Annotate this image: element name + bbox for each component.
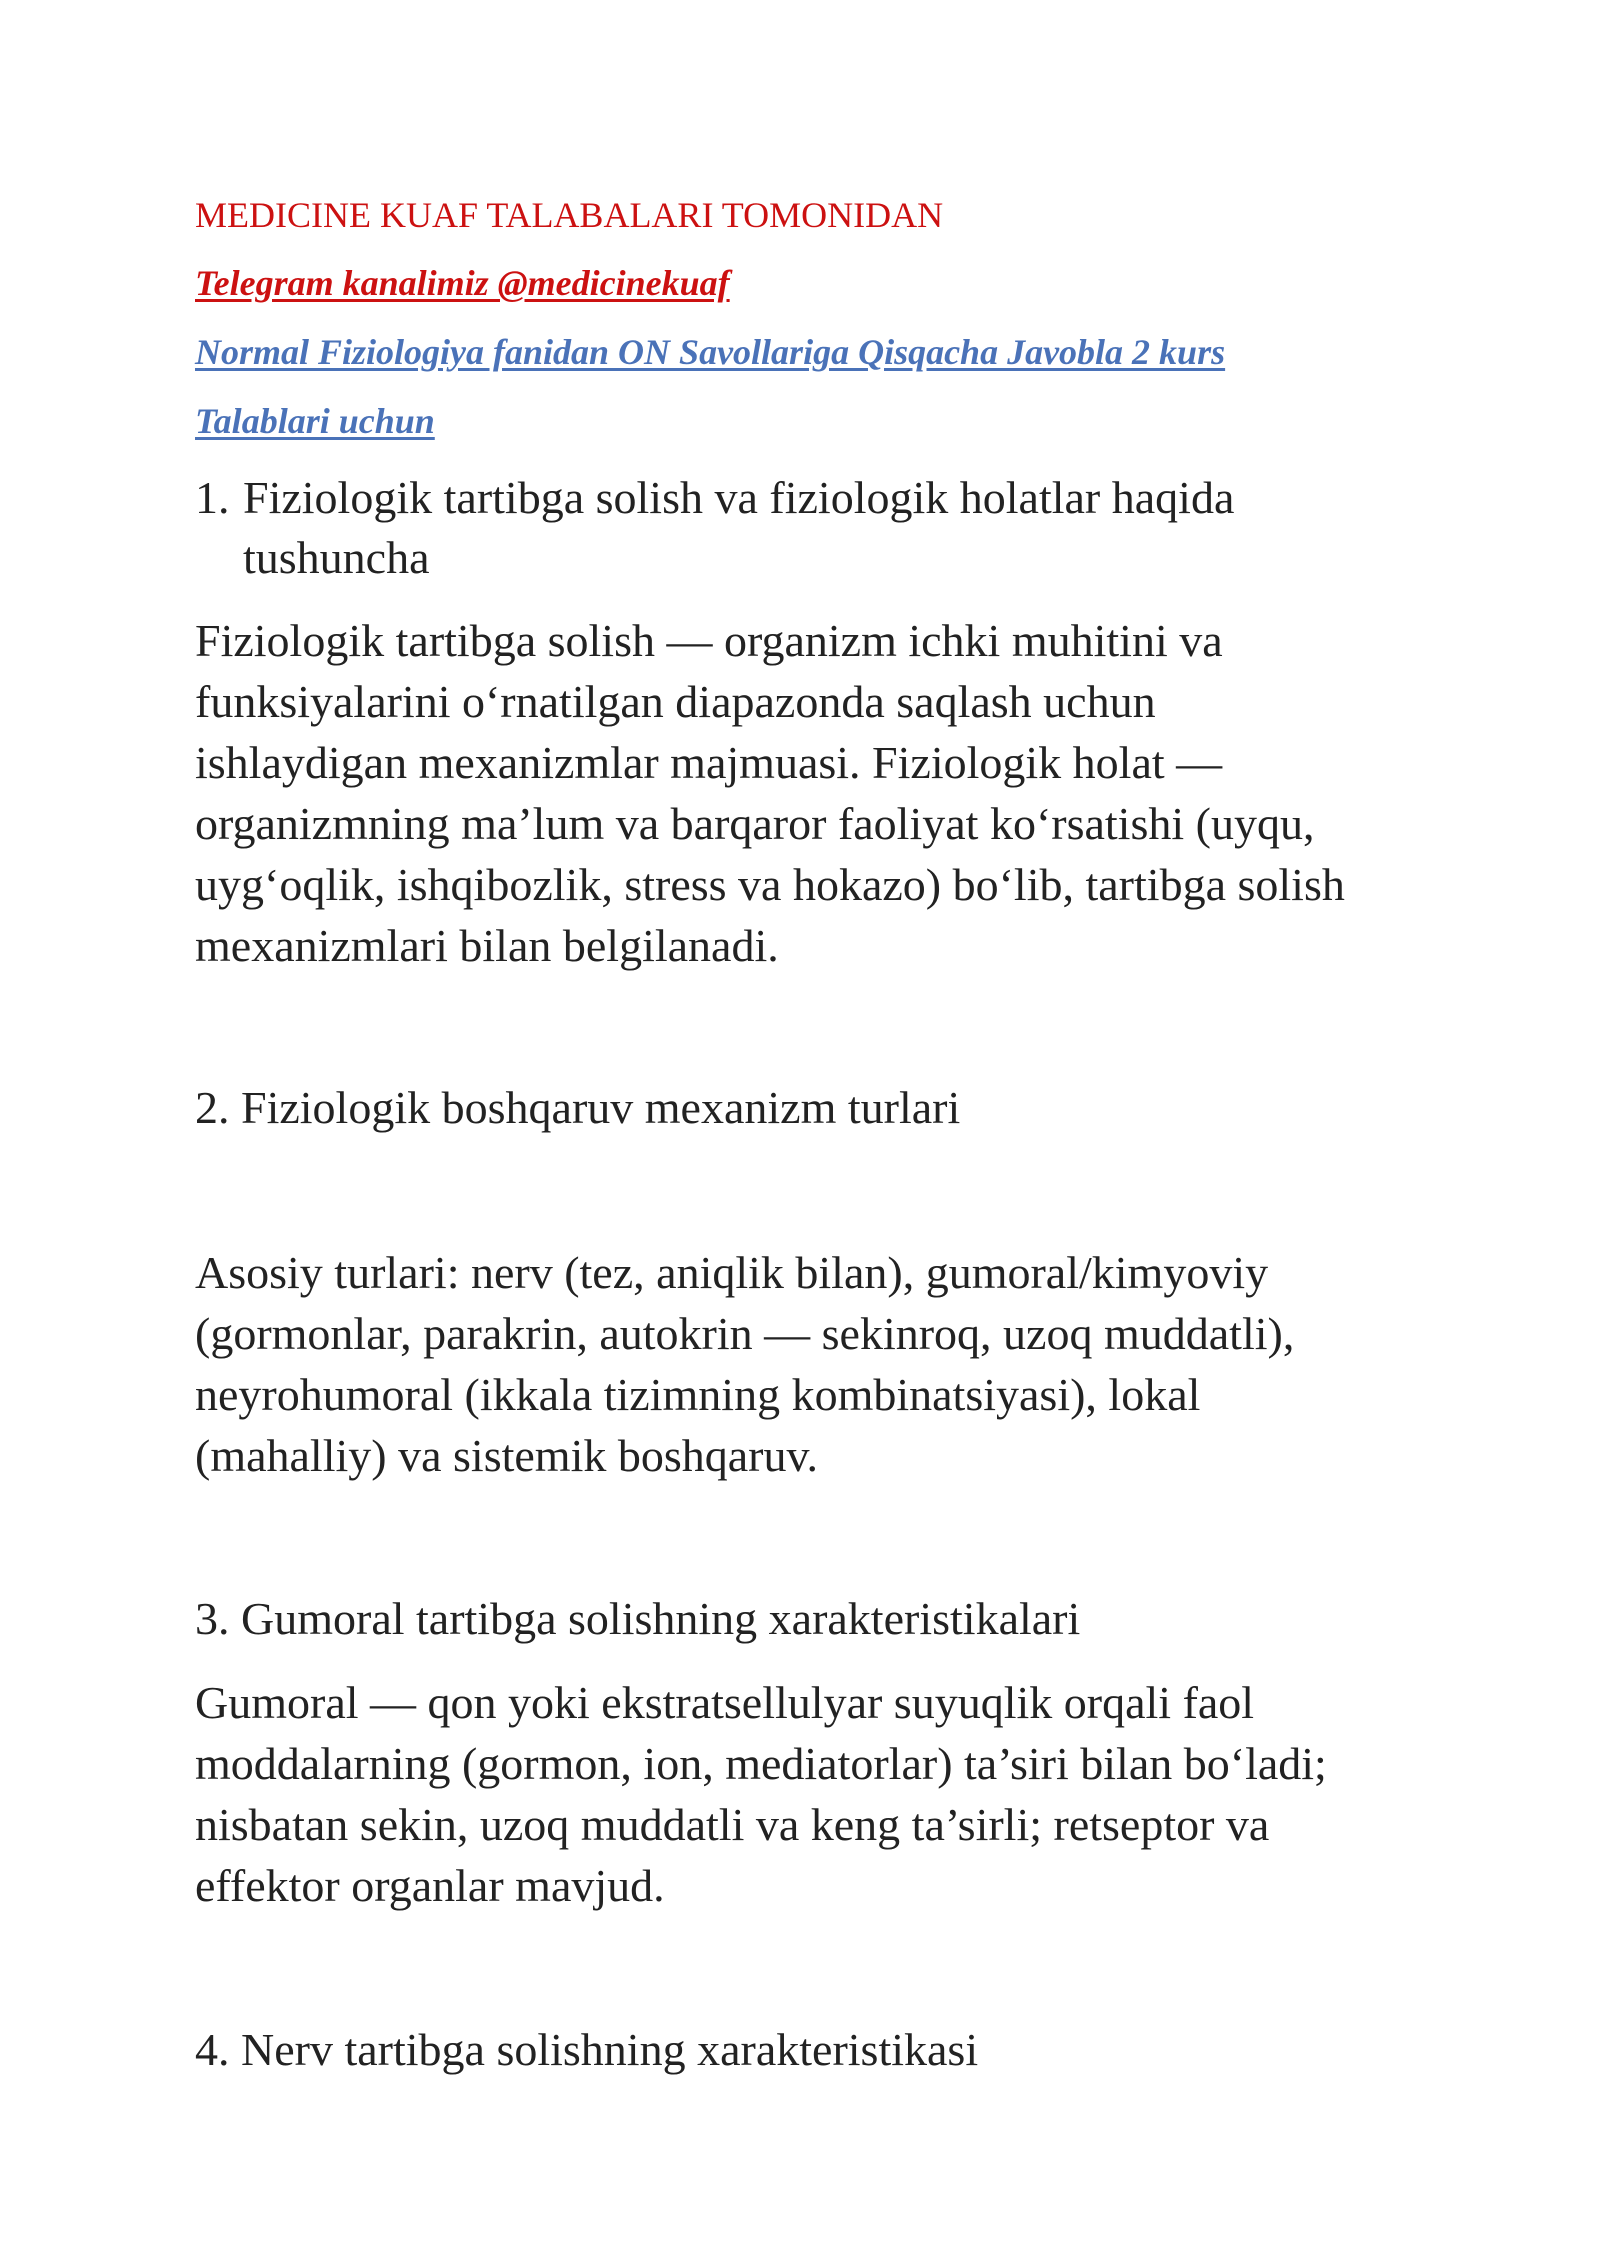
- answer-1-line: organizmning ma’lum va barqaror faoliyat koʻrsatishi (uyqu,: [195, 798, 1315, 849]
- answer-3: [195, 1672, 1327, 1916]
- answer-1-line: ishlaydigan mexanizmlar majmuasi. Fiziologik holat —: [195, 737, 1223, 788]
- answer-2-line: neyrohumoral (ikkala tizimning kombinatsiyasi), lokal: [195, 1369, 1201, 1420]
- question-1-title: [195, 468, 1234, 528]
- document-subtitle-line1: Normal Fiziologiya fanidan ON Savollariga Qisqacha Javobla 2 kurs: [195, 332, 1226, 372]
- question-4-title: 4. Nerv tartibga solishning xarakteristikasi: [195, 2024, 979, 2075]
- answer-2-line: Asosiy turlari: nerv (tez, aniqlik bilan), gumoral/kimyoviy: [195, 1247, 1269, 1298]
- answer-1-line: Fiziologik tartibga solish — organizm ichki muhitini va: [195, 615, 1223, 666]
- header-title: MEDICINE KUAF TALABALARI TOMONIDAN: [195, 195, 944, 235]
- question-2-title: 2. Fiziologik boshqaruv mexanizm turlari: [195, 1082, 961, 1133]
- answer-1: [195, 610, 1345, 976]
- answer-2: [195, 1242, 1294, 1486]
- question-1-title-line1: Fiziologik tartibga solish va fiziologik holatlar haqida: [243, 472, 1235, 523]
- answer-2-line: (mahalliy) va sistemik boshqaruv.: [195, 1430, 818, 1481]
- question-1-number: 1.: [195, 472, 230, 523]
- answer-1-line: mexanizmlari bilan belgilanadi.: [195, 920, 779, 971]
- answer-3-line: nisbatan sekin, uzoq muddatli va keng ta’sirli; retseptor va: [195, 1799, 1270, 1850]
- document-subtitle-line2: Talablari uchun: [195, 401, 435, 441]
- answer-1-line: funksiyalarini oʻrnatilgan diapazonda saqlash uchun: [195, 676, 1156, 727]
- answer-1-line: uygʻoqlik, ishqibozlik, stress va hokazo) boʻlib, tartibga solish: [195, 859, 1345, 910]
- telegram-channel-link[interactable]: Telegram kanalimiz @medicinekuaf: [195, 263, 730, 303]
- answer-3-line: moddalarning (gormon, ion, mediatorlar) ta’siri bilan boʻladi;: [195, 1738, 1327, 1789]
- question-3-title: 3. Gumoral tartibga solishning xarakteristikalari: [195, 1593, 1081, 1644]
- answer-2-line: (gormonlar, parakrin, autokrin — sekinroq, uzoq muddatli),: [195, 1308, 1295, 1359]
- question-1-title-line2: tushuncha: [243, 532, 430, 583]
- answer-3-line: effektor organlar mavjud.: [195, 1860, 665, 1911]
- answer-3-line: Gumoral — qon yoki ekstratsellulyar suyuqlik orqali faol: [195, 1677, 1255, 1728]
